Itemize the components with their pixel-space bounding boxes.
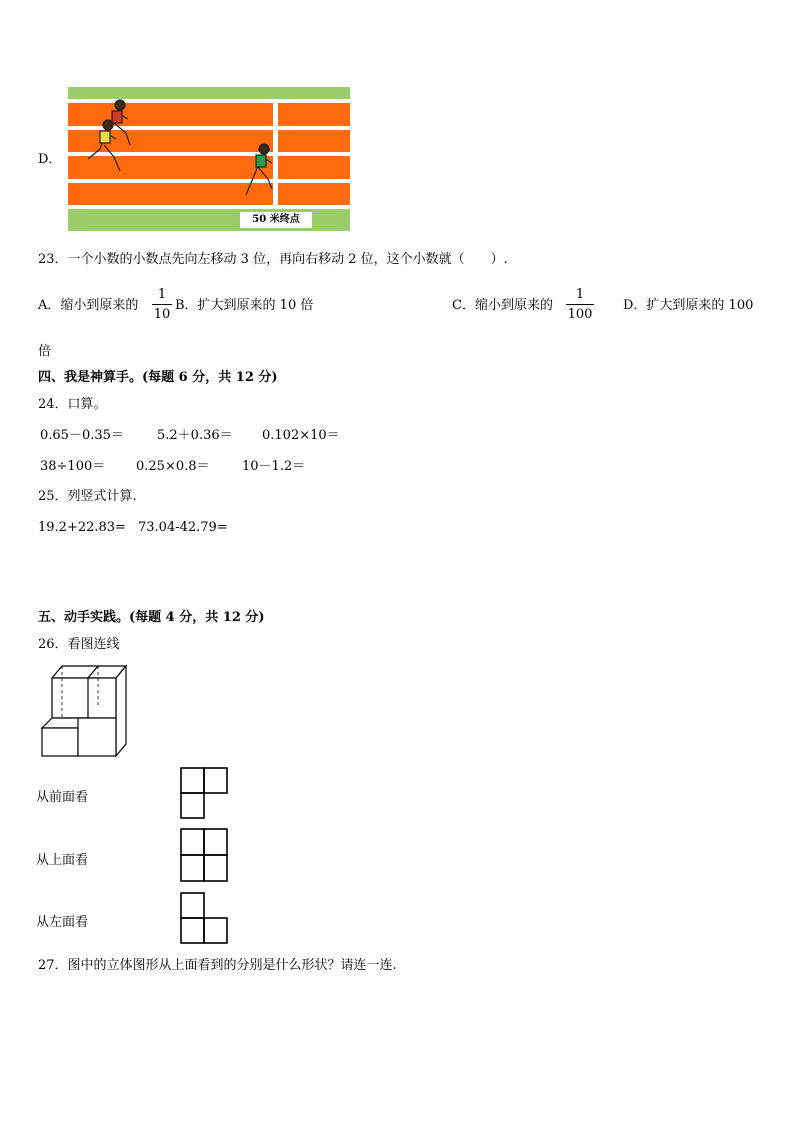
top-view-shape — [180, 828, 230, 882]
q25-item: 73.04-42.79= — [138, 520, 228, 535]
q24-stem: 24．口算。 — [38, 397, 107, 412]
q23-option-b: B．扩大到原来的 10 倍 — [175, 298, 314, 313]
q23-option-c-fraction — [566, 287, 594, 322]
section4-title: 四、我是神算手。(每题 6 分，共 12 分) — [38, 370, 278, 385]
q26-view-label: 从左面看 — [36, 915, 89, 930]
fraction-bar — [152, 304, 172, 305]
q23-option-a-fraction — [152, 287, 172, 322]
q26-stem: 26．看图连线 — [38, 637, 120, 652]
q26-view-label: 从前面看 — [36, 790, 89, 805]
q23-option-d-wrap: 倍 — [38, 344, 52, 359]
q26-view-label: 从上面看 — [36, 853, 89, 868]
fraction-denominator: 10 — [153, 307, 171, 322]
q24-item: 38÷100＝ — [40, 459, 106, 474]
q24-item: 10－1.2＝ — [242, 459, 306, 474]
q27-stem: 27．图中的立体图形从上面看到的分别是什么形状？请连一连. — [38, 958, 397, 973]
q25-stem: 25．列竖式计算. — [38, 489, 137, 504]
fraction-numerator: 1 — [575, 287, 585, 302]
option-d-label: D． — [38, 152, 62, 167]
q25-item: 19.2+22.83= — [38, 520, 126, 535]
running-track-image — [68, 87, 350, 231]
section5-title: 五、动手实践。(每题 4 分，共 12 分) — [38, 610, 265, 625]
q23-option-d: D．扩大到原来的 100 — [623, 298, 754, 313]
front-view-shape — [180, 767, 230, 819]
finish-sign: 50 米终点 — [240, 212, 312, 228]
q23-option-c: C．缩小到原来的 — [452, 298, 553, 313]
left-view-shape — [180, 892, 230, 944]
q23-option-a: A．缩小到原来的 — [38, 298, 139, 313]
running-track-drawing — [68, 87, 350, 231]
fraction-numerator: 1 — [157, 287, 167, 302]
cube-solid-figure — [38, 660, 138, 760]
q24-item: 5.2＋0.36＝ — [157, 428, 233, 443]
q24-item: 0.102×10＝ — [262, 428, 340, 443]
q24-item: 0.25×0.8＝ — [136, 459, 210, 474]
q23-stem: 23．一个小数的小数点先向左移动 3 位，再向右移动 2 位，这个小数就（ ）. — [38, 252, 508, 267]
fraction-bar — [566, 304, 594, 305]
q24-item: 0.65－0.35＝ — [40, 428, 124, 443]
fraction-denominator: 100 — [567, 307, 593, 322]
